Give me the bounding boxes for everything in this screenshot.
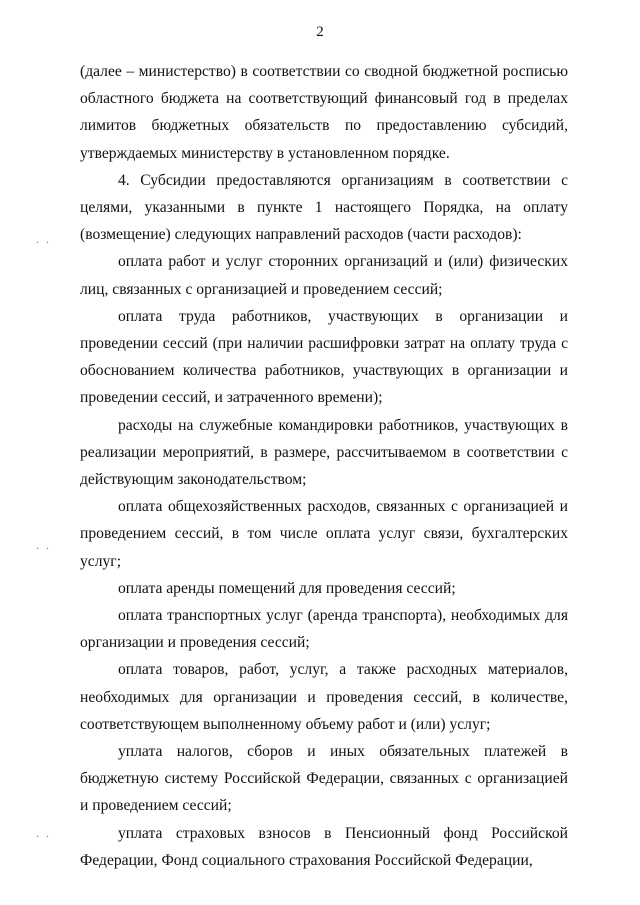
paragraph: (далее – министерство) в соответствии со сводной бюджетной росписью областного бюджета на соответствующий финансовый год в пределах лимитов бюджетных обязательств по предоставлению субсидий, утверждаемых министерству в установленном порядке. (80, 63, 568, 162)
paragraph: оплата аренды помещений для проведения сессий; (118, 579, 456, 597)
paragraph: оплата транспортных услуг (аренда транспорта), необходимых для организации и проведения сессий; (80, 607, 568, 652)
page-number: 2 (316, 24, 324, 40)
paragraph: расходы на служебные командировки работников, участвующих в реализации мероприятий, в размере, рассчитываемом в соответствии с действующим законодательством; (80, 416, 568, 489)
margin-mark: . . (36, 232, 51, 246)
paragraph: уплата налогов, сборов и иных обязательных платежей в бюджетную систему Российской Федерации, связанных с организацией и проведением сессий; (80, 743, 568, 815)
paragraph: оплата работ и услуг сторонних организаций и (или) физических лиц, связанных с организацией и проведением сессий; (80, 253, 568, 298)
document-body (80, 58, 568, 874)
paragraph: оплата товаров, работ, услуг, а также расходных материалов, необходимых для организации и проведения сессий, в количестве, соответствующем выполненному объему работ и (или) услуг; (80, 661, 568, 733)
margin-mark: . . (36, 538, 51, 552)
paragraph: уплата страховых взносов в Пенсионный фонд Российской Федерации, Фонд социального страхования Российской Федерации, (80, 824, 568, 869)
paragraph: оплата общехозяйственных расходов, связанных с организацией и проведением сессий, в том числе оплата услуг связи, бухгалтерских услуг; (80, 498, 568, 570)
paragraph: оплата труда работников, участвующих в организации и проведении сессий (при наличии расшифровки затрат на оплату труда с обоснованием количества работников, участвующих в организации и проведении сессий, и затраченного времени); (80, 307, 568, 407)
paragraph: 4. Субсидии предоставляются организациям в соответствии с целями, указанными в пункте 1 настоящего Порядка, на оплату (возмещение) следующих направлений расходов (части расходов): (80, 171, 568, 244)
margin-mark: . . (36, 826, 51, 840)
